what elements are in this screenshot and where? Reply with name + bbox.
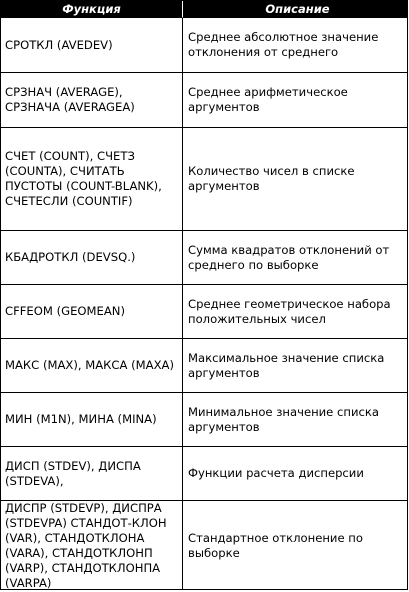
- row-function-cell: [1, 128, 183, 231]
- description-text: Максимальное значение списка аргументов: [188, 350, 385, 380]
- description-text: Минимальное значение списка аргументов: [188, 404, 379, 434]
- function-text: МАКС (MAX), МАКСА (MAXA): [5, 358, 174, 372]
- description-text: Функции расчета дисперсии: [188, 466, 364, 480]
- description-text: Среднее геометрическое набора положительных чисел: [188, 296, 391, 326]
- row-description-cell: [183, 18, 407, 73]
- description-text: Среднее арифметическое аргументов: [188, 85, 348, 114]
- row-description-cell: [183, 73, 407, 128]
- function-text: ДИСП (STDEV), ДИСПА (STDEVA),: [5, 458, 141, 488]
- row-function-cell: [1, 339, 183, 393]
- row-description-cell: [183, 501, 407, 590]
- function-text: СЧЕТ (COUNT), СЧЕТЗ (COUNTA), СЧИТАТЬ ПУСТОТЫ (COUNT-BLANK), СЧЕТЕСЛИ (COUNTIF): [5, 149, 162, 208]
- row-description-cell: [183, 231, 407, 285]
- description-text: Стандартное отклонение по выборке: [188, 530, 363, 560]
- description-text: Сумма квадратов отклонений от среднего по выборке: [188, 242, 390, 272]
- row-function-cell: [1, 285, 183, 339]
- function-text: КБАДРОТКЛ (DEVSQ.): [5, 250, 136, 264]
- function-text: СРЗНАЧ (AVERAGE), СРЗНАЧА (AVERAGEA): [5, 85, 135, 114]
- row-function-cell: [1, 447, 183, 501]
- function-text: МИН (M1N), МИНА (MINA): [5, 412, 157, 426]
- row-description-cell: [183, 339, 407, 393]
- description-text: Среднее абсолютное значение отклонения от среднего: [188, 30, 379, 59]
- row-function-cell: [1, 18, 183, 73]
- row-function-cell: [1, 231, 183, 285]
- row-description-cell: [183, 128, 407, 231]
- header-function: Функция: [1, 1, 183, 18]
- row-description-cell: [183, 285, 407, 339]
- row-description-cell: [183, 447, 407, 501]
- description-text: Количество чисел в списке аргументов: [188, 164, 355, 193]
- header-description: Описание: [183, 1, 407, 18]
- row-description-cell: [183, 393, 407, 447]
- row-function-cell: [1, 393, 183, 447]
- function-text: ДИСПР (STDEVP), ДИСПРА (STDEVPA) СТАНДОТ-КЛОН (VAR), СТАНДОТКЛОНА (VARA), СТАНДОТКЛОНП (VARP), СТАНДОТКЛОНПА (VARPA): [5, 501, 167, 590]
- function-text: CFFEOM (GEOMEAN): [5, 304, 125, 318]
- row-function-cell: [1, 501, 183, 590]
- function-text: СРОТКЛ (AVEDEV): [5, 37, 113, 52]
- row-function-cell: [1, 73, 183, 128]
